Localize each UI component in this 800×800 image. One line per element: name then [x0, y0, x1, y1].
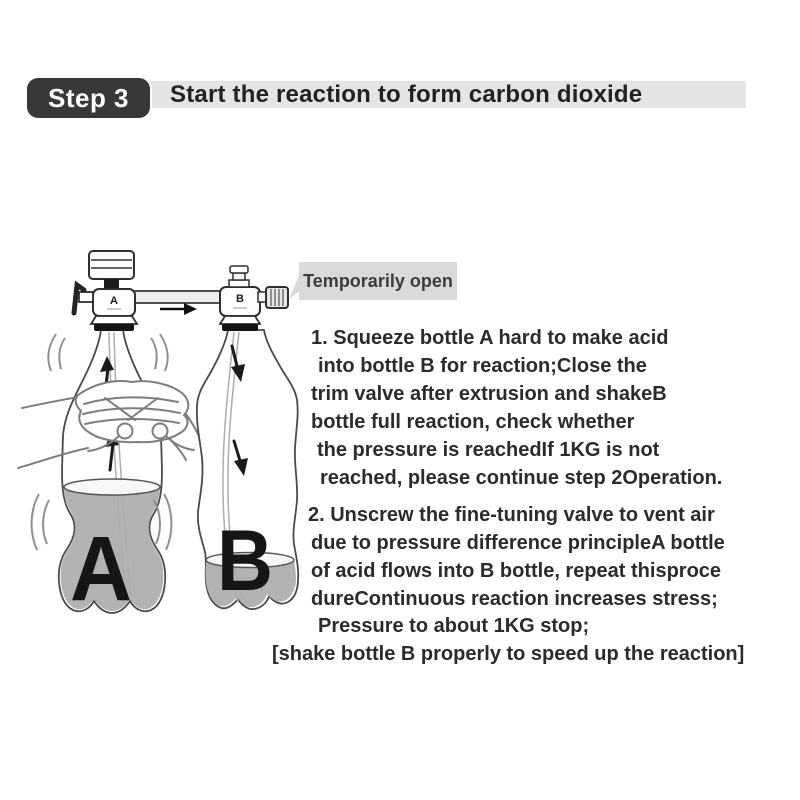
connecting-tube [134, 291, 221, 303]
step1-line: trim valve after extrusion and shakeB [311, 383, 667, 405]
lever-stub [79, 292, 93, 302]
callout-temporarily-open [299, 262, 457, 300]
step-badge [27, 78, 150, 118]
pressure-note: Pressure to about 1KG stop; [318, 615, 590, 637]
step-badge-label: Step 3 [47, 82, 130, 113]
bottle-a [32, 330, 172, 620]
bottle-a-letter: A [70, 518, 132, 620]
fine-tuning-valve-knob [266, 287, 288, 308]
valve-a-skirt [91, 316, 137, 324]
pressure-gauge [89, 251, 134, 279]
instruction-step-2 [308, 501, 725, 613]
valve-b-cap-flange [229, 280, 249, 287]
gauge-stem [104, 279, 119, 289]
bottle-a-liquid-surface [64, 479, 160, 495]
step1-line: reached, please continue step 2Operation. [320, 467, 723, 489]
valve-b-cap-mid [233, 273, 245, 280]
step1-line: bottle full reaction, check whether [311, 411, 635, 433]
step2-line: dureContinuous reaction increases stress; [311, 588, 718, 610]
bottle-b-letter: B [217, 513, 273, 609]
step2-line: of acid flows into B bottle, repeat thisproce [311, 560, 722, 582]
shake-note: [shake bottle B properly to speed up the reaction] [272, 643, 745, 665]
bottle-b [197, 330, 298, 609]
header-bar [90, 81, 746, 108]
flow-arrowhead-icon [184, 303, 197, 315]
valve-b-cap-top [230, 266, 248, 273]
instruction-step-1 [311, 324, 722, 492]
bottle-b-collar [222, 324, 258, 331]
bottle-a-collar [94, 324, 134, 331]
step1-line: 1. Squeeze bottle A hard to make acid [311, 327, 669, 349]
step1-line: into bottle B for reaction;Close the [318, 355, 647, 377]
callout-label: Temporarily open [303, 270, 453, 291]
valve-a-label: A [110, 295, 118, 307]
valve-assembly [74, 251, 288, 331]
step2-line: due to pressure difference principleA bottle [311, 532, 725, 554]
valve-b-label: B [236, 293, 244, 305]
step2-line: 2. Unscrew the fine-tuning valve to vent air [308, 504, 715, 526]
valve-b-skirt [220, 316, 260, 324]
header-title: Start the reaction to form carbon dioxide [170, 80, 643, 108]
step1-line: the pressure is reachedIf 1KG is not [317, 439, 660, 461]
